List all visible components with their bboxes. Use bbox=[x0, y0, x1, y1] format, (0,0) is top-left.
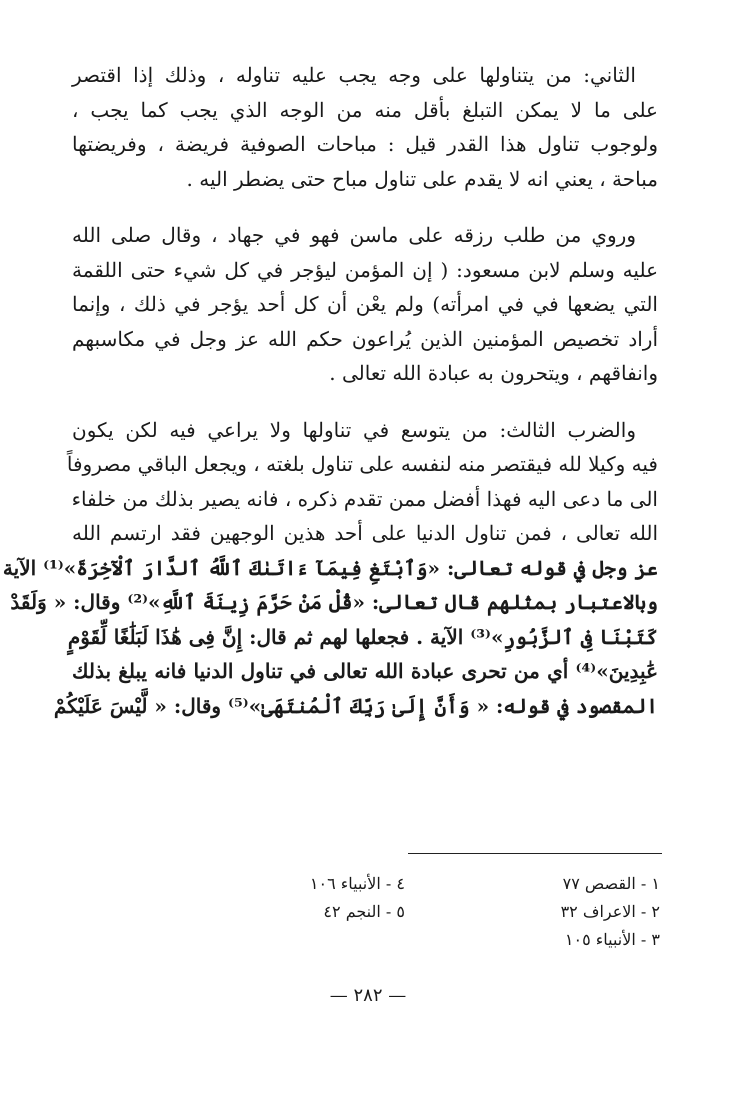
footnote-item: ٢ - الاعراف ٣٢ bbox=[560, 902, 660, 921]
text-line: على ما لا يمكن التبلغ بأقل منه من الوجه الذي يجب كما يجب ، bbox=[72, 97, 658, 122]
page-body bbox=[2, 58, 658, 745]
text-line: مباحة ، يعني انه لا يقدم على تناول مباح حتى يضطر اليه . bbox=[186, 166, 658, 191]
paragraph-3 bbox=[2, 413, 658, 724]
text-line: وانفاقهم ، ويتحرون به عبادة الله تعالى . bbox=[329, 361, 658, 385]
footnotes bbox=[150, 870, 660, 954]
footnote-item: ٥ - النجم ٤٢ bbox=[323, 902, 405, 921]
text-line: الله تعالى ، فمن تناول الدنيا على أحد هذين الوجهين فقد ارتسم الله bbox=[72, 521, 658, 545]
footnote-row bbox=[150, 870, 660, 898]
text-line: التي يضعها في في امرأته) ولم يعْن أن كل أحد يؤجر في ذلك ، وإنما bbox=[72, 292, 658, 316]
text-line-quran: عز وجل في قوله تعالى: «وَٱبْتَغِ فِيمَآ ءَاتَىٰكَ ٱللَّهُ ٱلدَّارَ ٱلْآخِرَةَ»⁽¹⁾ الآية bbox=[2, 555, 658, 580]
page-number: — ٢٨٢ — bbox=[329, 985, 407, 1006]
text-line: عليه وسلم لابن مسعود: ( إن المؤمن ليؤجر في كل شيء حتى اللقمة bbox=[72, 257, 658, 282]
footnote-item: ٣ - الأنبياء ١٠٥ bbox=[564, 930, 660, 949]
text-line-quran: وبالاعتبار بمثلهم قال تعالى: «قُلْ مَنْ حَرَّمَ زِينَةَ ٱللَّهِ»⁽²⁾ وقال: « وَلَقَدْ bbox=[10, 590, 658, 614]
footnote-divider bbox=[408, 853, 662, 854]
text-line: وروي من طلب رزقه على ماسن فهو في جهاد ، وقال صلى الله bbox=[72, 223, 636, 247]
footnote-item: ١ - القصص ٧٧ bbox=[562, 874, 660, 893]
text-line-quran: كَتَبْنَا فِى ٱلزَّبُورِ»⁽³⁾ الآية . فجعلها لهم ثم قال: إِنَّ فِى هَٰذَا لَبَلَٰغًا لِّقَوْمٍ bbox=[67, 624, 658, 649]
text-line: الثاني: من يتناولها على وجه يجب عليه تناوله ، وذلك إذا اقتصر bbox=[72, 63, 636, 87]
text-line: فيه وكيلا لله فيقتصر منه لنفسه على تناول بلغته ، ويجعل الباقي مصروفاً bbox=[66, 452, 658, 476]
text-line: أراد تخصيص المؤمنين الذين يُراعون حكم الله عز وجل في مكاسبهم bbox=[72, 326, 658, 351]
text-line: الى ما دعى اليه فهذا أفضل ممن تقدم ذكره ، فانه يصير بذلك من خلفاء bbox=[71, 486, 658, 511]
footnote-row bbox=[150, 898, 660, 926]
text-line-quran: المقصود في قوله: « وَأَنَّ إِلَىٰ رَبِّكَ ٱلْمُنتَهَىٰ»⁽⁵⁾ وقال: « لَّيْسَ عَلَيْكُمْ bbox=[53, 693, 658, 718]
text-line-quran: عَٰبِدِينَ»⁽⁴⁾ أي من تحرى عبادة الله تعالى في تناول الدنيا فانه يبلغ بذلك bbox=[72, 659, 658, 683]
text-line: ولوجوب تناول هذا القدر قيل : مباحات الصوفية فريضة ، وفريضتها bbox=[72, 132, 658, 156]
text-line: والضرب الثالث: من يتوسع في تناولها ولا يراعي فيه لكن يكون bbox=[72, 417, 636, 442]
footnote-item bbox=[150, 926, 405, 954]
paragraph-2 bbox=[72, 218, 658, 391]
footnote-item: ٤ - الأنبياء ١٠٦ bbox=[309, 874, 405, 893]
footnote-row bbox=[150, 926, 660, 954]
paragraph-1 bbox=[72, 58, 658, 196]
